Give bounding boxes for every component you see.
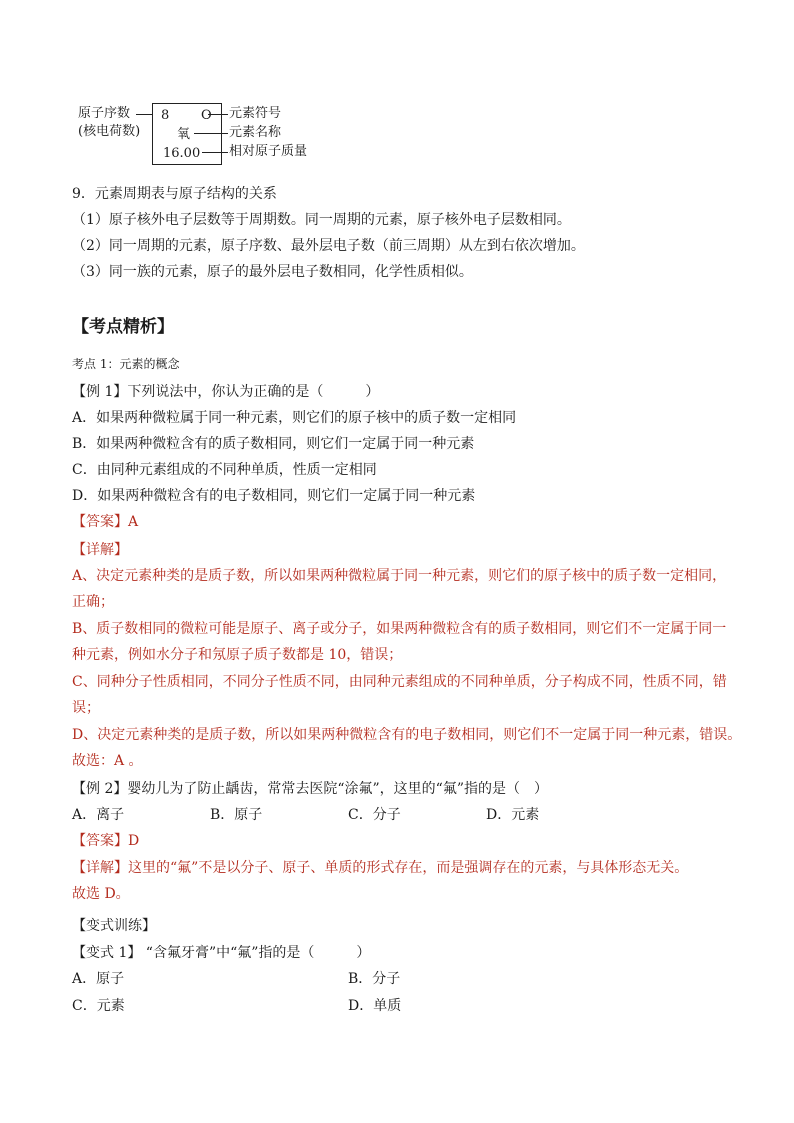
variant-option-c: C．元素 — [72, 998, 125, 1014]
ex2-conclusion: 故选 D。 — [72, 886, 130, 902]
element-symbol: O — [201, 108, 212, 123]
ex2-answer-value: D — [128, 833, 140, 849]
variant-option-a: A．原子 — [72, 971, 125, 987]
ex1-detail-line: D、决定元素种类的是质子数，所以如果两种微粒含有的电子数相同，则它们不一定属于同一种元素，错误。 — [72, 727, 742, 743]
element-box — [152, 103, 222, 165]
ex1-option-c: C．由同种元素组成的不同种单质，性质一定相同 — [72, 462, 377, 478]
mass-label: 相对原子质量 — [229, 144, 308, 159]
ex1-detail-label: 【详解】 — [72, 542, 128, 558]
section9-item-3: （3）同一族的元素，原子的最外层电子数相同，化学性质相似。 — [72, 264, 473, 280]
ex2-detail — [72, 858, 688, 878]
nuclear-charge-label: (核电荷数) — [78, 124, 141, 139]
name-pointer — [194, 133, 228, 134]
ex2-answer-label: 【答案】 — [72, 833, 128, 849]
ex1-detail-line: 种元素，例如水分子和氖原子质子数都是 10，错误； — [72, 647, 403, 663]
element-card-diagram — [72, 98, 312, 170]
symbol-label: 元素符号 — [229, 106, 282, 121]
ex1-answer-label: 【答案】 — [72, 514, 128, 530]
ex1-detail-line: B、质子数相同的微粒可能是原子、离子或分子，如果两种微粒含有的质子数相同，则它们不一定属于同一 — [72, 621, 727, 637]
ex1-answer — [72, 512, 138, 532]
ex1-detail-line: C、同种分子性质相同，不同分子性质不同，由同种元素组成的不同种单质，分子构成不同，性质不同，错 — [72, 674, 727, 690]
mass-pointer — [202, 152, 228, 153]
ex1-option-b: B．如果两种微粒含有的质子数相同，则它们一定属于同一种元素 — [72, 436, 475, 452]
ex1-detail-line: A、决定元素种类的是质子数，所以如果两种微粒属于同一种元素，则它们的原子核中的质子数一定相同， — [72, 568, 727, 584]
ex1-detail-line: 误； — [72, 700, 100, 716]
ex2-answer — [72, 831, 139, 851]
section9-title: 9．元素周期表与原子结构的关系 — [72, 186, 277, 202]
ex2-option-b: B．原子 — [210, 807, 263, 823]
ex2-option-a: A．离子 — [72, 807, 125, 823]
element-number: 8 — [161, 108, 170, 123]
ex1-option-d: D．如果两种微粒含有的电子数相同，则它们一定属于同一种元素 — [72, 488, 476, 504]
ex1-option-a: A．如果两种微粒属于同一种元素，则它们的原子核中的质子数一定相同 — [72, 410, 517, 426]
ex2-detail-text: 这里的“氟”不是以分子、原子、单质的形式存在，而是强调存在的元素，与具体形态无关。 — [128, 860, 689, 876]
ex2-option-c: C．分子 — [348, 807, 401, 823]
ex1-answer-value: A — [128, 514, 139, 530]
atomic-number-pointer — [136, 114, 152, 115]
ex2-detail-label: 【详解】 — [72, 860, 128, 876]
variant-heading: 【变式训练】 — [72, 918, 156, 934]
ex2-option-d: D．元素 — [486, 807, 540, 823]
ex1-question: 【例 1】下列说法中，你认为正确的是（ ） — [72, 384, 380, 400]
kaodian-heading: 【考点精析】 — [72, 317, 174, 337]
symbol-pointer — [208, 114, 228, 115]
variant-question: 【变式 1】 “含氟牙膏”中“氟”指的是（ ） — [72, 945, 371, 961]
atomic-number-label: 原子序数 — [78, 106, 131, 121]
name-label: 元素名称 — [229, 125, 282, 140]
variant-option-d: D．单质 — [348, 998, 402, 1014]
ex1-detail-line: 正确； — [72, 594, 114, 610]
element-mass: 16.00 — [163, 146, 201, 161]
ex1-conclusion: 故选：A 。 — [72, 753, 143, 769]
kaodian1-title: 考点 1：元素的概念 — [72, 357, 180, 371]
element-name: 氧 — [177, 127, 191, 142]
section9-item-1: （1）原子核外电子层数等于周期数。同一周期的元素，原子核外电子层数相同。 — [72, 212, 571, 228]
ex2-question: 【例 2】婴幼儿为了防止龋齿，常常去医院“涂氟”，这里的“氟”指的是（ ） — [72, 781, 548, 797]
variant-option-b: B．分子 — [348, 971, 401, 987]
section9-item-2: （2）同一周期的元素，原子序数、最外层电子数（前三周期）从左到右依次增加。 — [72, 238, 585, 254]
